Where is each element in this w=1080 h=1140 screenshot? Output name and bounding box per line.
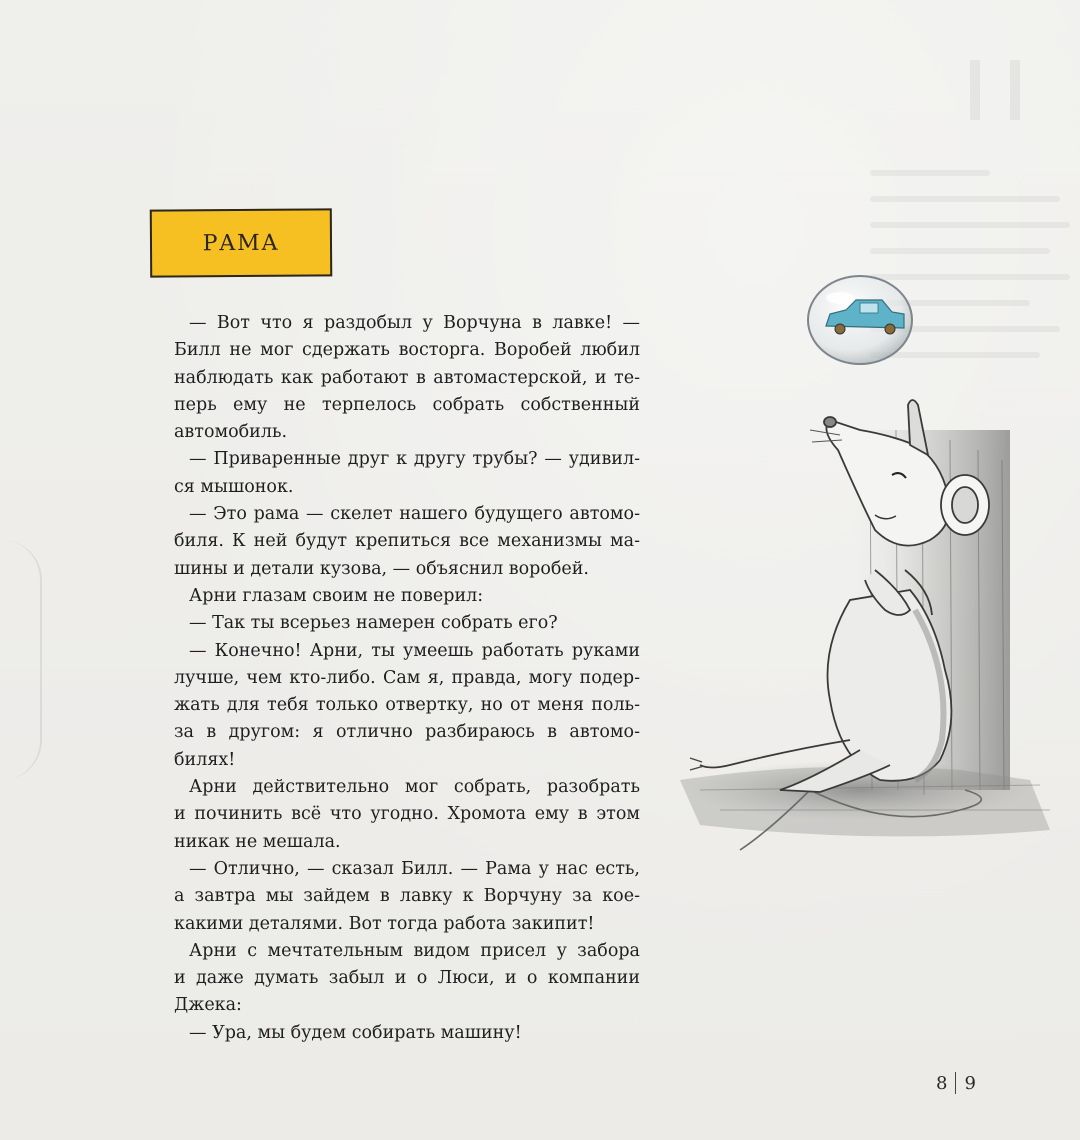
page-number-left: 8 [936,1072,948,1094]
story-line: и даже думать забыл и о Люси, и о компании [174,968,640,989]
story-line: Джека: [174,995,242,1016]
story-line: ся мышонок. [174,476,294,497]
story-line: а завтра мы зайдем в лавку к Ворчуну за кое- [174,886,640,907]
story-line: жать для тебя только отвертку, но от меня поль- [174,695,640,716]
story-line: Арни с мечтательным видом присел у забора [189,940,640,961]
page-number-right: 9 [964,1072,976,1094]
story-line: — Это рама — скелет нашего будущего автомо- [189,504,640,525]
mouse-dreaming-of-car-icon [660,270,1060,870]
story-line: — Приваренные друг к другу трубы? — удивил- [189,449,640,470]
story-line: перь ему не терпелось собрать собственный [174,394,640,415]
thought-bubble [808,276,912,364]
story-line: билях! [174,749,236,770]
story-line: и починить всё что угодно. Хромота ему в этом [174,804,640,825]
story-text [174,310,640,1047]
story-line: никак не мешала. [174,831,341,852]
story-line: Билл не мог сдержать восторга. Воробей любил [174,340,640,361]
chapter-title-label [150,208,332,277]
chapter-title: РАМА [202,230,280,256]
story-line: наблюдать как работают в автомастерской, и те- [174,367,640,388]
story-line: автомобиль. [174,422,288,443]
story-line: — Отлично, — сказал Билл. — Рама у нас есть, [189,858,640,879]
story-line: — Так ты всерьез намерен собрать его? [189,613,558,634]
story-line: за в другом: я отлично разбираюсь в автомо- [174,722,640,743]
story-line: — Ура, мы будем собирать машину! [189,1022,522,1043]
story-line: — Вот что я раздобыл у Ворчуна в лавке! — [189,313,640,333]
story-line: лучше, чем кто-либо. Сам я, правда, могу подер- [174,667,640,688]
story-line: шины и детали кузова, — объяснил воробей. [174,558,589,579]
page-number-divider [955,1072,956,1094]
page-edge-mark [0,540,42,780]
story-line: какими деталями. Вот тогда работа закипит! [174,913,595,934]
story-line: — Конечно! Арни, ты умеешь работать руками [189,640,640,661]
story-line: биля. К ней будут крепиться все механизмы ма- [174,531,640,552]
story-line: Арни глазам своим не поверил: [189,585,484,606]
page-number [936,1072,976,1094]
story-line: Арни действительно мог собрать, разобрать [189,777,640,798]
